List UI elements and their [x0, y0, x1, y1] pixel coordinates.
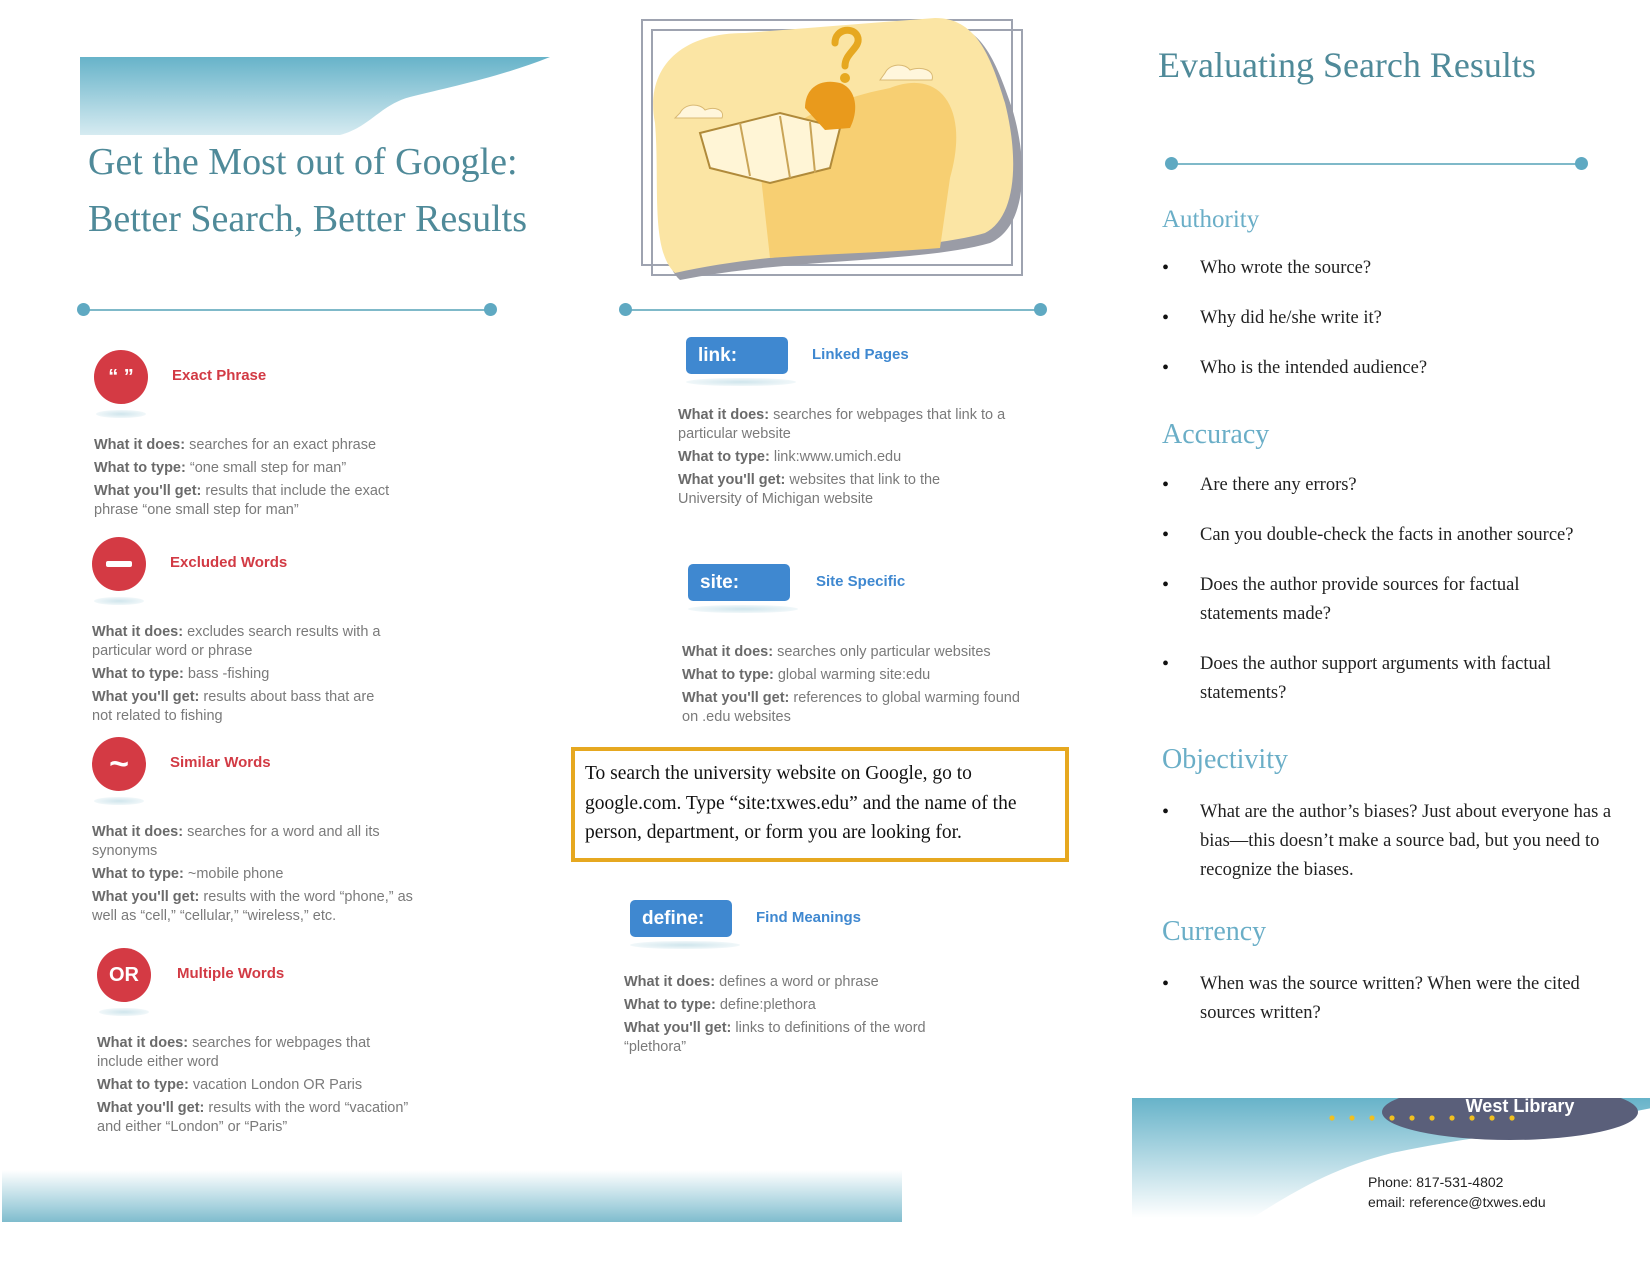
divider-dot — [1165, 157, 1178, 170]
does-label: What it does: — [624, 974, 716, 990]
get-text: websites that link to the University of Michigan website — [678, 472, 941, 507]
icon-shadow — [94, 797, 144, 805]
operator-excluded-words — [92, 537, 392, 730]
does-text: excludes search results with a particular word or phrase — [92, 624, 381, 659]
does-label: What it does: — [97, 1035, 189, 1051]
get-text: results with the word “phone,” as well as “cell,” “cellular,” “wireless,” etc. — [92, 889, 413, 924]
divider-dot — [1575, 157, 1588, 170]
phone-number: Phone: 817-531-4802 — [1368, 1174, 1504, 1190]
bottom-banner — [2, 1170, 902, 1222]
type-label: What to type: — [624, 997, 716, 1013]
or-icon: OR — [97, 948, 151, 1002]
does-label: What it does: — [678, 407, 770, 423]
criterion-heading: Objectivity — [1162, 744, 1288, 775]
man-reading-map-illustration — [640, 18, 1030, 288]
get-label: What you'll get: — [92, 889, 200, 905]
list-item: • Who wrote the source? — [1162, 254, 1622, 283]
library-name: West Library — [1465, 1096, 1575, 1116]
get-label: What you'll get: — [682, 690, 790, 706]
site-badge: site: — [688, 564, 790, 601]
criterion-heading: Currency — [1162, 916, 1267, 947]
type-text: bass -fishing — [187, 666, 270, 682]
keyword-link — [678, 337, 1006, 513]
type-label: What to type: — [92, 866, 184, 882]
list-item: • Who is the intended audience? — [1162, 354, 1622, 383]
get-text: references to global warming found on .edu websites — [682, 690, 1020, 725]
does-text: searches for an exact phrase — [189, 437, 377, 453]
minus-icon — [92, 537, 146, 591]
type-label: What to type: — [94, 460, 186, 476]
type-text: define:plethora — [719, 997, 816, 1013]
list-item: • What are the author’s biases? Just about everyone has a bias—this doesn’t make a source bad, but you need to recognize the biases. — [1162, 798, 1632, 885]
type-label: What to type: — [678, 449, 770, 465]
operator-title: Multiple Words — [177, 965, 285, 982]
divider-dot — [1034, 303, 1047, 316]
section-title: Evaluating Search Results — [1158, 45, 1536, 85]
list-item: • Does the author support arguments with factual statements? — [1162, 650, 1620, 708]
divider — [626, 309, 1042, 311]
does-label: What it does: — [92, 824, 184, 840]
criterion-authority — [1162, 206, 1622, 383]
badge-shadow — [630, 941, 740, 949]
operator-exact-phrase — [94, 350, 434, 524]
operator-description — [94, 436, 434, 520]
badge-shadow — [688, 605, 798, 613]
keyword-description — [682, 643, 1038, 727]
get-label: What you'll get: — [624, 1020, 732, 1036]
get-text: results with the word “vacation” and either “London” or “Paris” — [97, 1100, 409, 1135]
does-label: What it does: — [682, 644, 774, 660]
does-text: searches for webpages that include either word — [97, 1035, 371, 1070]
does-text: defines a word or phrase — [719, 974, 879, 990]
define-badge: define: — [630, 900, 732, 937]
keyword-title: Site Specific — [816, 573, 906, 590]
criterion-heading: Accuracy — [1162, 419, 1270, 450]
tilde-icon: ~ — [92, 737, 146, 791]
question-list — [1162, 471, 1622, 708]
operator-title: Exact Phrase — [172, 367, 267, 384]
list-item: • When was the source written? When were the cited sources written? — [1162, 970, 1620, 1028]
divider-dot — [77, 303, 90, 316]
site-search-tip-box: To search the university website on Google, go to google.com. Type “site:txwes.edu” and the name of the person, department, or form you are looking for. — [571, 747, 1069, 862]
criterion-objectivity — [1162, 744, 1632, 885]
operator-description — [92, 623, 392, 726]
does-text: searches for webpages that link to a particular website — [678, 407, 1006, 442]
divider — [1172, 163, 1582, 165]
operator-title: Similar Words — [170, 754, 271, 771]
get-text: results that include the exact phrase “one small step for man” — [94, 483, 390, 518]
does-label: What it does: — [92, 624, 184, 640]
keyword-description — [624, 973, 930, 1057]
contact-info — [1368, 1172, 1546, 1212]
divider-dot — [619, 303, 632, 316]
icon-shadow — [99, 1008, 149, 1016]
criterion-heading: Authority — [1162, 206, 1260, 233]
quote-icon: “ ” — [94, 350, 148, 404]
page-title: Get the Most out of Google: Better Search, Better Results — [88, 141, 527, 240]
get-text: links to definitions of the word “plethora” — [624, 1020, 926, 1055]
type-text: link:www.umich.edu — [773, 449, 902, 465]
type-label: What to type: — [682, 667, 774, 683]
operator-description — [97, 1034, 417, 1137]
get-label: What you'll get: — [94, 483, 202, 499]
type-text: global warming site:edu — [777, 667, 931, 683]
does-text: searches for a word and all its synonyms — [92, 824, 380, 859]
question-list — [1162, 970, 1622, 1028]
keyword-site — [682, 564, 1038, 731]
type-label: What to type: — [92, 666, 184, 682]
get-label: What you'll get: — [678, 472, 786, 488]
badge-shadow — [686, 378, 796, 386]
keyword-title: Linked Pages — [812, 346, 909, 363]
keyword-define — [624, 900, 930, 1061]
icon-shadow — [94, 597, 144, 605]
link-badge: link: — [686, 337, 788, 374]
list-item: • Are there any errors? — [1162, 471, 1622, 500]
type-text: ~mobile phone — [187, 866, 284, 882]
list-item: • Why did he/she write it? — [1162, 304, 1622, 333]
get-text: results about bass that are not related to fishing — [92, 689, 375, 724]
email-address: email: reference@txwes.edu — [1368, 1194, 1546, 1210]
criterion-currency — [1162, 916, 1622, 1028]
type-text: vacation London OR Paris — [192, 1077, 363, 1093]
get-label: What you'll get: — [97, 1100, 205, 1116]
list-item: • Does the author provide sources for factual statements made? — [1162, 571, 1600, 629]
criterion-accuracy — [1162, 419, 1622, 708]
operator-description — [92, 823, 422, 926]
header-banner-graphic — [80, 57, 550, 135]
type-label: What to type: — [97, 1077, 189, 1093]
does-text: searches only particular websites — [777, 644, 991, 660]
question-list — [1162, 798, 1632, 885]
list-item: • Can you double-check the facts in another source? — [1162, 521, 1622, 550]
get-label: What you'll get: — [92, 689, 200, 705]
divider — [84, 309, 491, 311]
operator-multiple-words — [97, 948, 417, 1141]
keyword-title: Find Meanings — [756, 909, 861, 926]
type-text: “one small step for man” — [189, 460, 347, 476]
operator-similar-words — [92, 737, 422, 930]
operator-title: Excluded Words — [170, 554, 288, 571]
keyword-description — [678, 406, 1006, 509]
icon-shadow — [96, 410, 146, 418]
question-list — [1162, 254, 1622, 383]
divider-dot — [484, 303, 497, 316]
does-label: What it does: — [94, 437, 186, 453]
